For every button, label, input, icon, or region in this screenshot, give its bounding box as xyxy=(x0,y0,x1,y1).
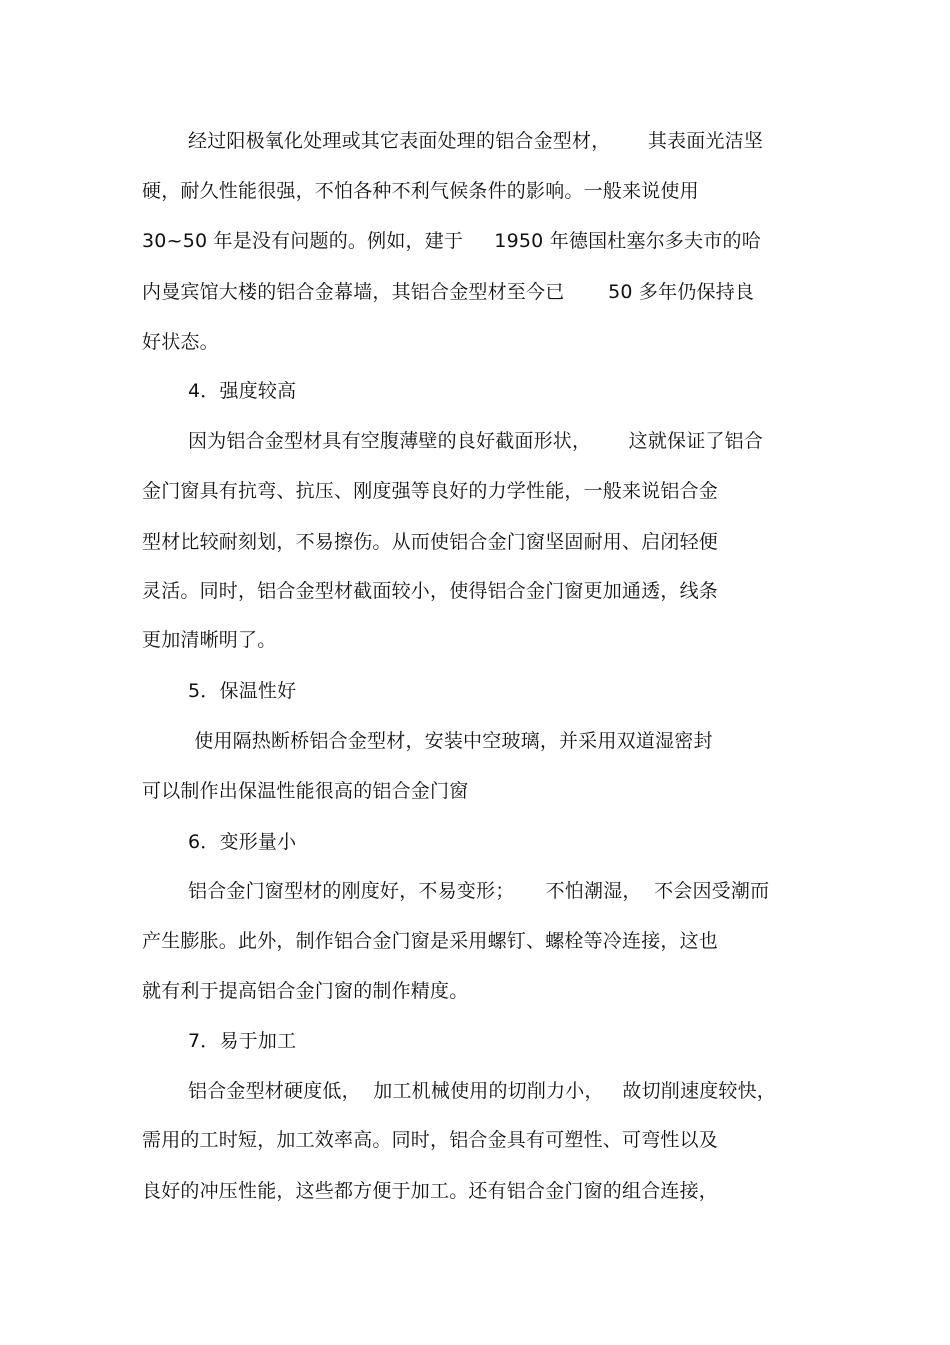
paragraph-deformation-line-3: 就有利于提高铝合金门窗的制作精度。 xyxy=(142,980,469,1002)
paragraph-processing-line-2: 需用的工时短，加工效率高。同时，铝合金具有可塑性、可弯性以及 xyxy=(142,1129,719,1151)
paragraph-durability-line-2: 硬，耐久性能很强，不怕各种不利气候条件的影响。一般来说使用 xyxy=(142,180,699,202)
section-heading-5: 5．保温性好 xyxy=(188,680,297,702)
paragraph-strength-line-3: 型材比较耐刻划，不易擦伤。从而使铝合金门窗坚固耐用、启闭轻便 xyxy=(142,531,719,553)
paragraph-processing-line-1: 铝合金型材硬度低， 加工机械使用的切削力小， 故切削速度较快， xyxy=(188,1080,776,1102)
paragraph-durability-line-5: 好状态。 xyxy=(142,331,219,353)
paragraph-strength-line-1: 因为铝合金型材具有空腹薄壁的良好截面形状， 这就保证了铝合 xyxy=(188,430,764,452)
paragraph-insulation-line-2: 可以制作出保温性能很高的铝合金门窗 xyxy=(142,780,469,802)
section-heading-6: 6．变形量小 xyxy=(188,831,297,853)
paragraph-insulation-line-1: 使用隔热断桥铝合金型材，安装中空玻璃，并采用双道湿密封 xyxy=(188,730,713,752)
paragraph-deformation-line-2: 产生膨胀。此外，制作铝合金门窗是采用螺钉、螺栓等冷连接，这也 xyxy=(142,930,719,952)
paragraph-strength-line-4: 灵活。同时，铝合金型材截面较小，使得铝合金门窗更加通透，线条 xyxy=(142,580,719,602)
paragraph-strength-line-5: 更加清晰明了。 xyxy=(142,629,277,651)
section-heading-7: 7．易于加工 xyxy=(188,1030,297,1052)
paragraph-strength-line-2: 金门窗具有抗弯、抗压、刚度强等良好的力学性能，一般来说铝合金 xyxy=(142,480,719,502)
paragraph-durability-line-1: 经过阳极氧化处理或其它表面处理的铝合金型材， 其表面光洁坚 xyxy=(188,130,764,152)
section-heading-4: 4．强度较高 xyxy=(188,380,297,402)
paragraph-processing-line-3: 良好的冲压性能，这些都方便于加工。还有铝合金门窗的组合连接， xyxy=(142,1180,719,1202)
paragraph-durability-line-4: 内曼宾馆大楼的铝合金幕墙，其铝合金型材至今已 50 多年仍保持良 xyxy=(142,281,755,303)
paragraph-deformation-line-1: 铝合金门窗型材的刚度好，不易变形； 不怕潮湿， 不会因受潮而 xyxy=(188,880,770,902)
paragraph-durability-line-3: 30~50 年是没有问题的。例如，建于 1950 年德国杜塞尔多夫市的哈 xyxy=(142,230,761,252)
